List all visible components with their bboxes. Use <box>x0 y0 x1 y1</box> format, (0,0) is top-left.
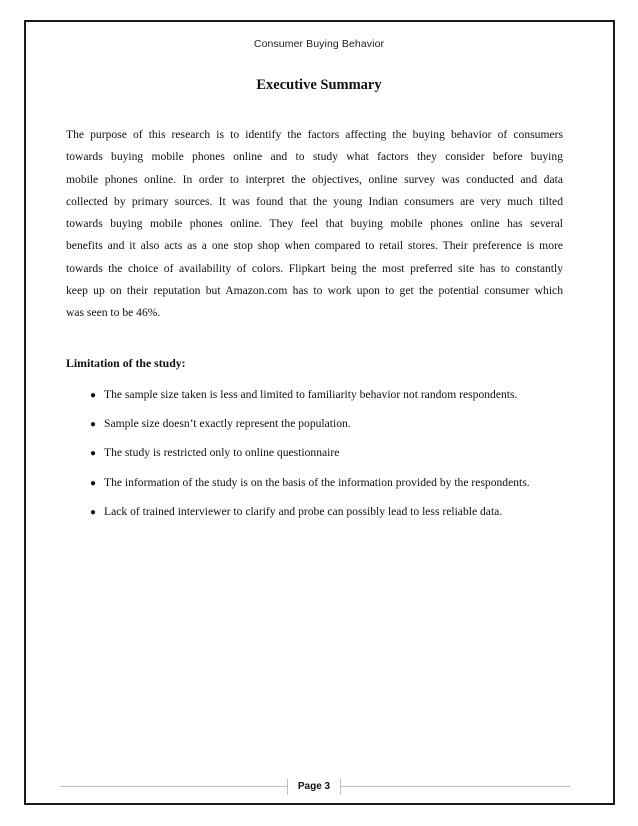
list-item <box>66 476 576 505</box>
running-header: Consumer Buying Behavior <box>253 38 385 50</box>
list-item <box>66 446 576 475</box>
bullet-icon: ● <box>90 419 97 431</box>
list-item <box>66 505 576 534</box>
summary-line: towards the choice of availability of colors. Flipkart being the most preferred site has to constantly <box>66 261 563 275</box>
limitations-heading: Limitation of the study: <box>66 356 186 370</box>
summary-paragraph <box>66 124 563 325</box>
list-item <box>66 388 576 417</box>
list-item-text: Lack of trained interviewer to clarify and probe can possibly lead to less reliable data. <box>104 504 503 518</box>
summary-line: keep up on their reputation but Amazon.com has to work upon to get the potential consumer which <box>66 284 563 298</box>
page-number: Page 3 <box>287 779 341 795</box>
list-item-text: The study is restricted only to online questionnaire <box>104 446 340 460</box>
bullet-icon: ● <box>90 477 97 489</box>
summary-line: towards buying mobile phones online. They feel that buying mobile phones online has several <box>66 217 563 231</box>
summary-line: towards buying mobile phones online and to study what factors they consider before buying <box>66 150 563 164</box>
bullet-icon: ● <box>90 448 97 460</box>
list-item-text: The sample size taken is less and limited to familiarity behavior not random respondents. <box>104 388 518 401</box>
list-item <box>66 417 576 446</box>
summary-line: was seen to be 46%. <box>66 306 161 320</box>
bullet-icon: ● <box>90 390 97 401</box>
bullet-icon: ● <box>90 506 97 518</box>
summary-line: benefits and it also acts as a one stop shop when compared to retail stores. Their preference is more <box>66 239 563 253</box>
list-item-text: Sample size doesn’t exactly represent the population. <box>104 417 351 431</box>
page-title: Executive Summary <box>256 77 382 93</box>
list-item-text: The information of the study is on the basis of the information provided by the respondents. <box>104 475 530 489</box>
limitations-list <box>66 388 576 534</box>
summary-line: mobile phones online. In order to interpret the objectives, online survey was conducted and data <box>66 172 563 186</box>
summary-line: The purpose of this research is to identify the factors affecting the buying behavior of consumers <box>66 128 563 141</box>
summary-line: collected by primary sources. It was found that the young Indian consumers are very much tilted <box>66 194 563 208</box>
